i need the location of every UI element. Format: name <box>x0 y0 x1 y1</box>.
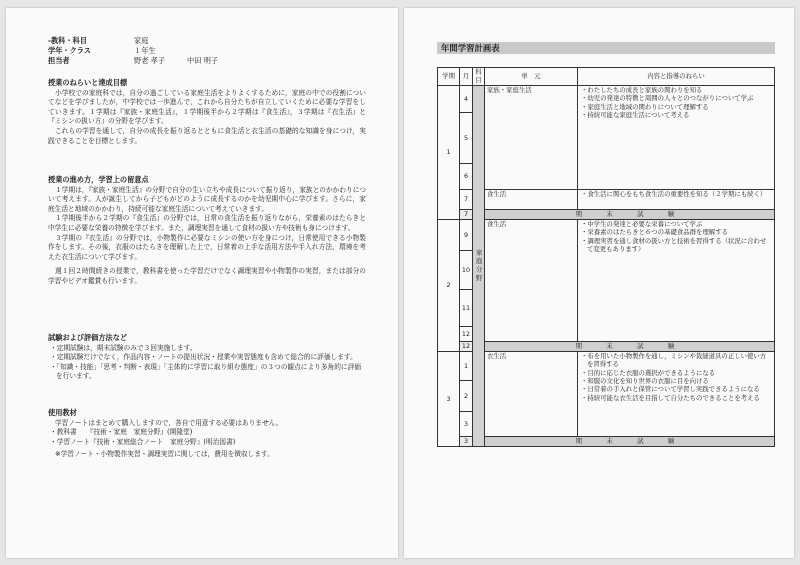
content-item: ・ 持続可能な衣生活を目指して自分たちのできることを考える <box>580 394 772 402</box>
list-item: ・ 「知識・技能」「思考・判断・表現」「主体的に学習に取り組む態度」の３つの観点により多角的に評価を行います。 <box>48 363 366 382</box>
right-page <box>404 8 794 558</box>
month-cell: 1 <box>460 351 473 380</box>
paragraph: 学習ノートはまとめて購入しますので，各自で用意する必要はありません。 <box>55 418 283 427</box>
table-row <box>438 351 775 380</box>
content-item: ・ わたしたちの成長と家族の関わりを知る <box>580 86 772 94</box>
month-cell: 12 <box>460 326 473 341</box>
meta-value-2: 中田 明子 <box>187 56 219 65</box>
content-cell <box>578 219 775 341</box>
month-cell: 2 <box>460 380 473 411</box>
month-cell: 5 <box>460 112 473 163</box>
meta-value: 野老 孝子 <box>134 56 166 65</box>
meta-grade-row <box>48 46 218 56</box>
content-item: ・ 栄養素のはたらきと６つの基礎食品群を理解する <box>580 228 772 236</box>
section-heading: 試験および評価方法など <box>48 333 128 342</box>
cost-note: ※学習ノート・小物製作実習・調理実習に関しては，費用を徴収します。 <box>55 450 274 459</box>
unit-cell: 衣生活 <box>485 351 578 436</box>
meta-label: 学年・クラス <box>48 46 91 55</box>
month-cell: 7 <box>460 209 473 219</box>
exam-label: 期 末 試 験 <box>485 436 775 446</box>
meta-subject-row <box>48 36 218 46</box>
table-row <box>438 85 775 112</box>
term-cell: 3 <box>438 351 460 446</box>
list-item: ・ 定期試験は，期末試験のみで３回実施します。 <box>48 344 366 354</box>
term-cell: 1 <box>438 85 460 219</box>
meta-value: 家庭 <box>134 36 149 45</box>
content-item: ・ 和服の文化を知り世界の衣服に目を向ける <box>580 377 772 385</box>
exam-row <box>438 209 775 219</box>
meta-teacher-row <box>48 56 218 66</box>
materials-list <box>48 428 366 447</box>
header-row <box>438 68 775 86</box>
left-page <box>6 8 398 558</box>
table-row <box>438 219 775 250</box>
content-item: ・ 幼児の発達の特徴と周囲の人々とのつながりについて学ぶ <box>580 94 772 102</box>
term-cell: 2 <box>438 219 460 351</box>
month-cell: 12 <box>460 341 473 351</box>
paragraph: これらの学習を通して，自分の成長を振り返るとともに食生活と衣生活の基礎的な知識を身につけ，実践できることを目標とします。 <box>48 126 366 145</box>
content-item: ・ 目的に応じた衣服の選択ができるようになる <box>580 369 772 377</box>
section-goals <box>48 78 366 146</box>
annual-plan-table <box>437 67 775 447</box>
paragraph: １学期は，『家族・家庭生活』の分野で自分の生い立ちや成長について振り返り，家族とのかかわりについて考えます。人が誕生してから子どもがどのように成長するのかを幼児期中心に学びます。さらに，家庭生活と地域のかかわり，持続可能な家庭生活について考えていきます。 <box>48 185 366 213</box>
content-cell <box>578 351 775 436</box>
month-cell: 6 <box>460 163 473 189</box>
content-item: ・ 調理実習を通し食材の扱い方と技術を習得する（状況に合わせて変更もあります） <box>580 237 772 254</box>
section-evaluation <box>48 333 366 382</box>
month-cell: 7 <box>460 189 473 209</box>
month-cell: 3 <box>460 411 473 436</box>
month-cell: 11 <box>460 289 473 326</box>
evaluation-list <box>48 344 366 382</box>
content-item: ・ 持続可能な家庭生活について考える <box>580 111 772 119</box>
header-content: 内容と指導のねらい <box>578 68 775 86</box>
month-cell: 3 <box>460 436 473 446</box>
list-item: ・ 学習ノート『技術・家庭総合ノート 家庭分野』(明治図書) <box>48 438 366 448</box>
section-materials <box>48 408 366 460</box>
header-month: 月 <box>460 68 473 86</box>
month-cell: 9 <box>460 219 473 250</box>
content-cell <box>578 85 775 189</box>
meta-value: １年生 <box>134 46 156 55</box>
list-item: ・ 教科書 『技術・家庭 家庭分野』(開隆堂) <box>48 428 366 438</box>
exam-label: 期 末 試 験 <box>485 209 775 219</box>
paragraph: 週１回２時間続きの授業で，教科書を使った学習だけでなく調理実習や小物製作の実習，または部分の学習やビデオ鑑賞も行います。 <box>48 267 366 285</box>
month-cell: 4 <box>460 85 473 112</box>
unit-cell: 食生活 <box>485 189 578 209</box>
content-item: ・ 布を用いた小物製作を通し，ミシンや裁縫道具の正しい使い方を習得する <box>580 352 772 369</box>
course-info <box>48 36 218 66</box>
header-unit: 単 元 <box>485 68 578 86</box>
meta-label: 担当者 <box>48 56 70 65</box>
exam-label: 期 末 試 験 <box>485 341 775 351</box>
unit-cell: 家族・家庭生活 <box>485 85 578 189</box>
plan-title: 年間学習計画表 <box>437 42 775 54</box>
unit-cell: 食生活 <box>485 219 578 341</box>
section-heading: 授業の進め方，学習上の留意点 <box>48 175 149 184</box>
content-cell <box>578 189 775 209</box>
section-heading: 授業のねらいと達成目標 <box>48 78 128 87</box>
section-heading: 使用教材 <box>48 408 77 417</box>
meta-label: -教科・科目 <box>48 36 87 45</box>
content-item: ・ 中学生の発達と必要な栄養について学ぶ <box>580 220 772 228</box>
table-row <box>438 189 775 209</box>
content-item: ・ 日常着の手入れと保管について学習し実践できるようになる <box>580 385 772 393</box>
header-subject: 科目 <box>473 68 485 86</box>
month-cell: 10 <box>460 250 473 289</box>
exam-row <box>438 341 775 351</box>
content-item: ・ 家庭生活と地域の関わりについて理解する <box>580 103 772 111</box>
paragraph: ３学期の『衣生活』の分野では，小物製作に必要なミシンの使い方を身につけ，日常使用できる小物製作をします。その後，衣服のはたらきを理解した上で，日常着の上手な活用方法や手入れ方法，環境を考えた衣生活について学びます。 <box>48 233 366 261</box>
paragraph: １学期後半から２学期の『食生活』の分野では，日常の食生活を振り返りながら，栄養素のはたらきと中学生に必要な栄養の特徴を学びます。また，調理実習を通して食材の扱い方や技術も身につけます。 <box>48 214 366 232</box>
paragraph: 小学校での家庭科では，自分の過ごしている家庭生活をよりよくするために，家庭の中での役割についてなどを学びましたが，中学校では一歩進んで，これから自分たちが自立していくために必要な学習をしていきます。１学期は『家族・家庭生活』，１学期後半から２学期は『食生活』，３学期は『衣生活』と『ミシンの扱い方』の分野を学びます。 <box>48 88 366 126</box>
section-method <box>48 175 366 287</box>
content-item: ・ 食生活に関心をもち食生活の重要性を知る（２学期にも続く） <box>580 190 772 198</box>
list-item: ・ 定期試験だけでなく，作品内容・ノートの提出状況・授業や実習態度も含めて総合的に評価します。 <box>48 353 366 363</box>
subject-cell: 家庭分野 <box>473 85 485 446</box>
header-term: 学期 <box>438 68 460 86</box>
exam-row <box>438 436 775 446</box>
